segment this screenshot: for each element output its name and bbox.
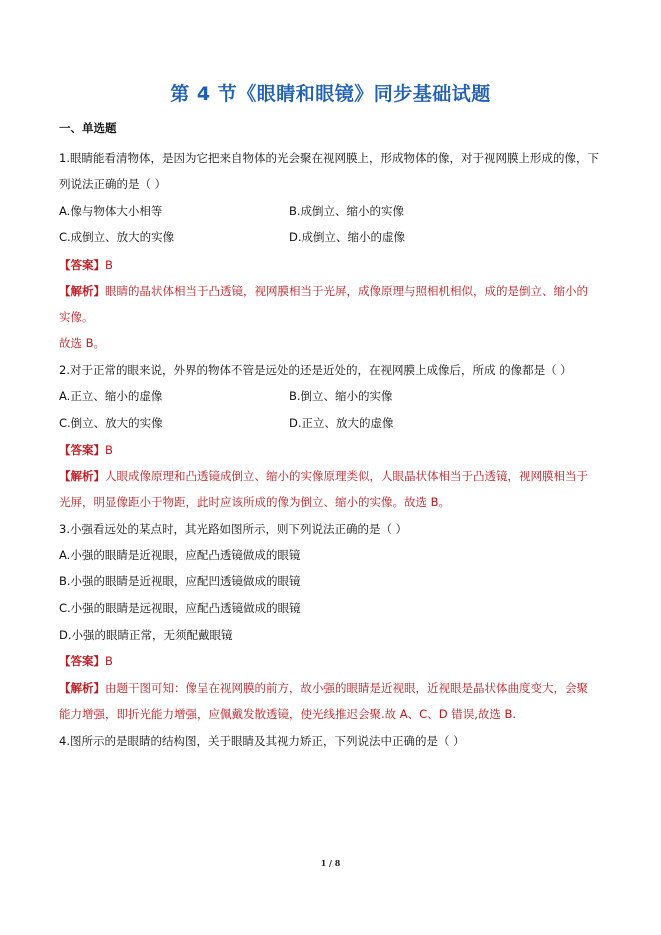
q1-stem-line1: 1.眼睛能看清物体，是因为它把来自物体的光会聚在视网膜上，形成物体的像，对于视网膜上形成的像，下 <box>59 151 599 165</box>
q4-stem-line1: 4.图所示的是眼睛的结构图，关于眼睛及其视力矫正，下列说法中正确的是（ ） <box>59 734 465 748</box>
q1-conclusion: 故选 B。 <box>59 336 106 350</box>
q3-option-a: A.小强的眼睛是近视眼，应配凸透镜做成的眼镜 <box>59 548 301 562</box>
q2-analysis-line1 <box>59 468 588 484</box>
q2-answer-value: B <box>105 443 113 457</box>
q2-analysis-line2: 光屏，明显像距小于物距，此时应该所成的像为倒立、缩小的实像。故选 B。 <box>59 495 451 509</box>
q1-option-c: C.成倒立、放大的实像 <box>59 230 175 244</box>
q1-analysis-line1 <box>59 283 588 299</box>
q1-stem-line2: 列说法正确的是（ ） <box>59 177 167 191</box>
q1-answer-value: B <box>105 258 113 272</box>
section-heading: 一、单选题 <box>59 121 117 135</box>
q1-answer-tag: 【答案】 <box>59 258 105 272</box>
q3-option-c: C.小强的眼睛是远视眼，应配凸透镜做成的眼镜 <box>59 601 301 615</box>
q2-option-a: A.正立、缩小的虚像 <box>59 389 163 403</box>
q2-answer <box>59 442 113 458</box>
q3-option-b: B.小强的眼睛是近视眼，应配凹透镜做成的眼镜 <box>59 574 301 588</box>
q2-stem-line1: 2.对于正常的眼来说，外界的物体不管是远处的还是近处的，在视网膜上成像后，所成 的像都是（ ） <box>59 363 572 377</box>
q2-option-b: B.倒立、缩小的实像 <box>289 389 393 403</box>
q3-analysis-text1: 由题干图可知：像呈在视网膜的前方，故小强的眼睛是近视眼，近视眼是晶状体曲度变大，会聚 <box>105 681 588 695</box>
page-title: 第 4 节《眼睛和眼镜》同步基础试题 <box>170 83 491 105</box>
q1-answer <box>59 257 113 273</box>
q3-option-d: D.小强的眼睛正常，无须配戴眼镜 <box>59 628 233 642</box>
q1-analysis-line2: 实像。 <box>59 310 94 324</box>
q2-answer-tag: 【答案】 <box>59 443 105 457</box>
q1-option-a: A.像与物体大小相等 <box>59 204 163 218</box>
q2-analysis-tag: 【解析】 <box>59 469 105 483</box>
q3-analysis-line1 <box>59 680 588 696</box>
q3-answer-value: B <box>105 654 113 668</box>
q3-answer-tag: 【答案】 <box>59 654 105 668</box>
q2-analysis-text1: 人眼成像原理和凸透镜成倒立、缩小的实像原理类似，人眼晶状体相当于凸透镜，视网膜相当于 <box>105 469 588 483</box>
q1-analysis-text1: 眼睛的晶状体相当于凸透镜，视网膜相当于光屏，成像原理与照相机相似，成的是倒立、缩小的 <box>105 284 588 298</box>
q3-stem-line1: 3.小强看远处的某点时，其光路如图所示，则下列说法正确的是（ ） <box>59 522 408 536</box>
q3-analysis-tag: 【解析】 <box>59 681 105 695</box>
q1-option-d: D.成倒立、缩小的虚像 <box>289 230 406 244</box>
q1-analysis-tag: 【解析】 <box>59 284 105 298</box>
q3-answer <box>59 653 113 669</box>
q2-option-d: D.正立、放大的虚像 <box>289 416 394 430</box>
page-number: 1 / 8 <box>320 858 341 868</box>
q2-option-c: C.倒立、放大的实像 <box>59 416 163 430</box>
q1-option-b: B.成倒立、缩小的实像 <box>289 204 405 218</box>
q3-analysis-line2: 能力增强，即折光能力增强，应佩戴发散透镜，使光线推迟会聚.故 A、C、D 错误,故选 B. <box>59 707 517 721</box>
